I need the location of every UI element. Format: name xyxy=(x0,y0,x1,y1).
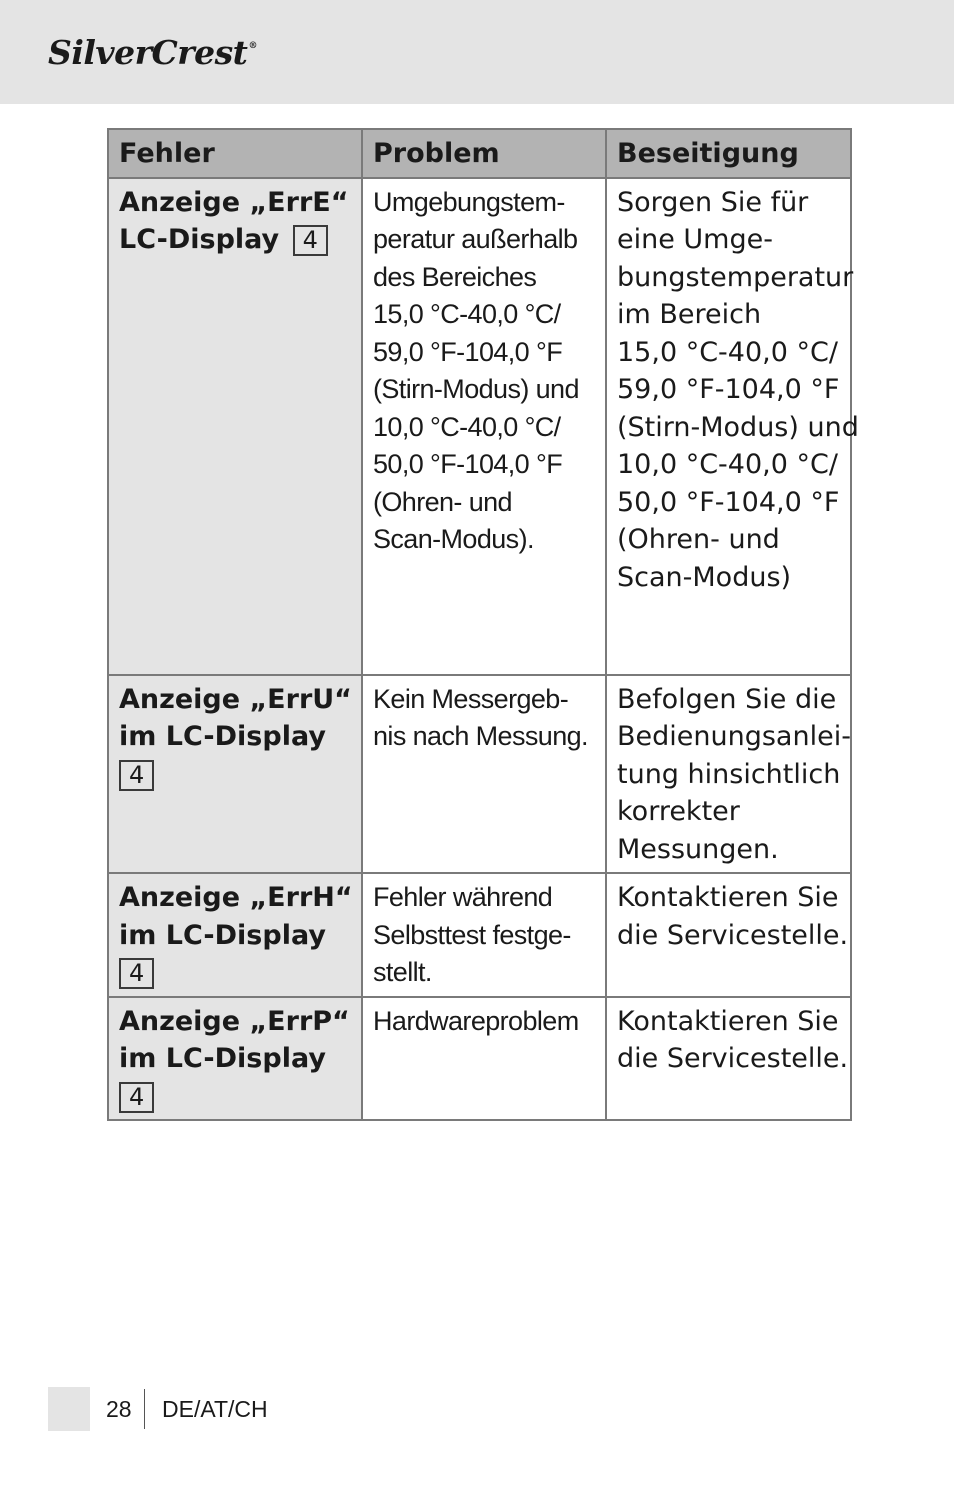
problem-line: peratur außerhalb xyxy=(373,224,578,254)
fix-line: die Servicestelle. xyxy=(617,1043,849,1074)
fehler-ref-line xyxy=(119,756,351,794)
registered-mark: ® xyxy=(248,41,257,51)
fix-line: (Stirn-Modus) und xyxy=(617,411,859,443)
fehler-line: Anzeige „ErrE“ xyxy=(119,186,349,218)
problem-line: Selbsttest festge- xyxy=(373,919,571,950)
fehler-line: im LC-Display xyxy=(119,919,326,951)
fix-cell xyxy=(606,178,859,675)
table-row xyxy=(108,873,851,997)
country-codes: DE/AT/CH xyxy=(162,1396,268,1422)
display-reference-box: 4 xyxy=(119,958,154,989)
fehler-cell xyxy=(108,675,362,874)
fehler-line: Anzeige „ErrH“ xyxy=(119,882,353,913)
table-header-row xyxy=(108,129,851,178)
brand-name: SilverCrest xyxy=(48,33,248,72)
problem-line: Umgebungstem- xyxy=(373,186,565,217)
fehler-cell xyxy=(108,178,362,675)
problem-line: des Bereiches xyxy=(373,261,537,292)
fix-line: korrekter xyxy=(617,796,740,827)
display-reference-box: 4 xyxy=(119,760,154,791)
fehler-line: im LC-Display xyxy=(119,721,326,752)
fix-line: die Servicestelle. xyxy=(617,919,849,951)
display-reference-box: 4 xyxy=(119,1082,154,1113)
fix-line: (Ohren- und xyxy=(617,524,780,555)
problem-cell xyxy=(362,997,606,1121)
problem-line: nis nach Messung. xyxy=(373,721,588,751)
fix-line: 59,0 °F-104,0 °F xyxy=(617,374,840,405)
troubleshooting-table xyxy=(107,128,859,1121)
fix-cell xyxy=(606,675,851,874)
problem-cell xyxy=(362,873,606,997)
problem-line: 15,0 °C-40,0 °C/ xyxy=(373,299,561,329)
fix-line: Bedienungsanlei- xyxy=(617,721,851,752)
fix-line: im Bereich xyxy=(617,299,762,330)
fix-line: Scan-Modus) xyxy=(617,561,792,593)
brand-logo xyxy=(48,33,257,72)
column-header-beseitigung: Beseitigung xyxy=(606,129,851,178)
footer-marker xyxy=(48,1387,90,1431)
problem-line: Fehler während xyxy=(373,882,553,912)
fehler-line-text: LC-Display xyxy=(119,224,280,255)
fehler-line: im LC-Display xyxy=(119,1043,326,1074)
display-reference-box: 4 xyxy=(293,225,328,256)
problem-line: 59,0 °F-104,0 °F xyxy=(373,336,563,367)
fehler-cell xyxy=(108,873,362,997)
fehler-line: Anzeige „ErrP“ xyxy=(119,1005,350,1037)
fix-line: 15,0 °C-40,0 °C/ xyxy=(617,336,838,368)
problem-line: (Ohren- und xyxy=(373,486,512,517)
page-number: 28 xyxy=(106,1396,132,1422)
problem-cell xyxy=(362,178,606,675)
fehler-cell xyxy=(108,997,362,1121)
column-header-problem: Problem xyxy=(362,129,606,178)
problem-line: Scan-Modus). xyxy=(373,524,534,554)
problem-line: Hardwareproblem xyxy=(373,1005,579,1036)
fehler-ref-line xyxy=(119,954,351,992)
fix-line: Kontaktieren Sie xyxy=(617,882,839,913)
fix-line: eine Umge- xyxy=(617,224,773,255)
table-row xyxy=(108,997,851,1121)
problem-line: (Stirn-Modus) und xyxy=(373,374,579,404)
fix-cell xyxy=(606,997,851,1121)
fehler-ref-line xyxy=(119,1078,351,1116)
fix-line: Kontaktieren Sie xyxy=(617,1005,839,1037)
column-header-fehler: Fehler xyxy=(108,129,362,178)
fix-line: tung hinsichtlich xyxy=(617,758,841,790)
fix-line: Sorgen Sie für xyxy=(617,186,809,218)
problem-cell xyxy=(362,675,606,874)
problem-line: 50,0 °F-104,0 °F xyxy=(373,449,563,479)
fix-line: Messungen. xyxy=(617,833,779,865)
fix-line: Befolgen Sie die xyxy=(617,683,837,715)
problem-line: Kein Messergeb- xyxy=(373,683,569,714)
fehler-line: Anzeige „ErrU“ xyxy=(119,683,352,715)
fix-line: 10,0 °C-40,0 °C/ xyxy=(617,449,838,480)
table-row xyxy=(108,675,851,874)
fehler-line xyxy=(119,221,351,259)
footer-divider xyxy=(144,1389,145,1429)
fix-line: bungstemperatur xyxy=(617,261,854,293)
problem-line: 10,0 °C-40,0 °C/ xyxy=(373,411,561,442)
fix-cell xyxy=(606,873,851,997)
table-row xyxy=(108,178,851,675)
fix-line: 50,0 °F-104,0 °F xyxy=(617,486,840,518)
problem-line: stellt. xyxy=(373,957,432,987)
